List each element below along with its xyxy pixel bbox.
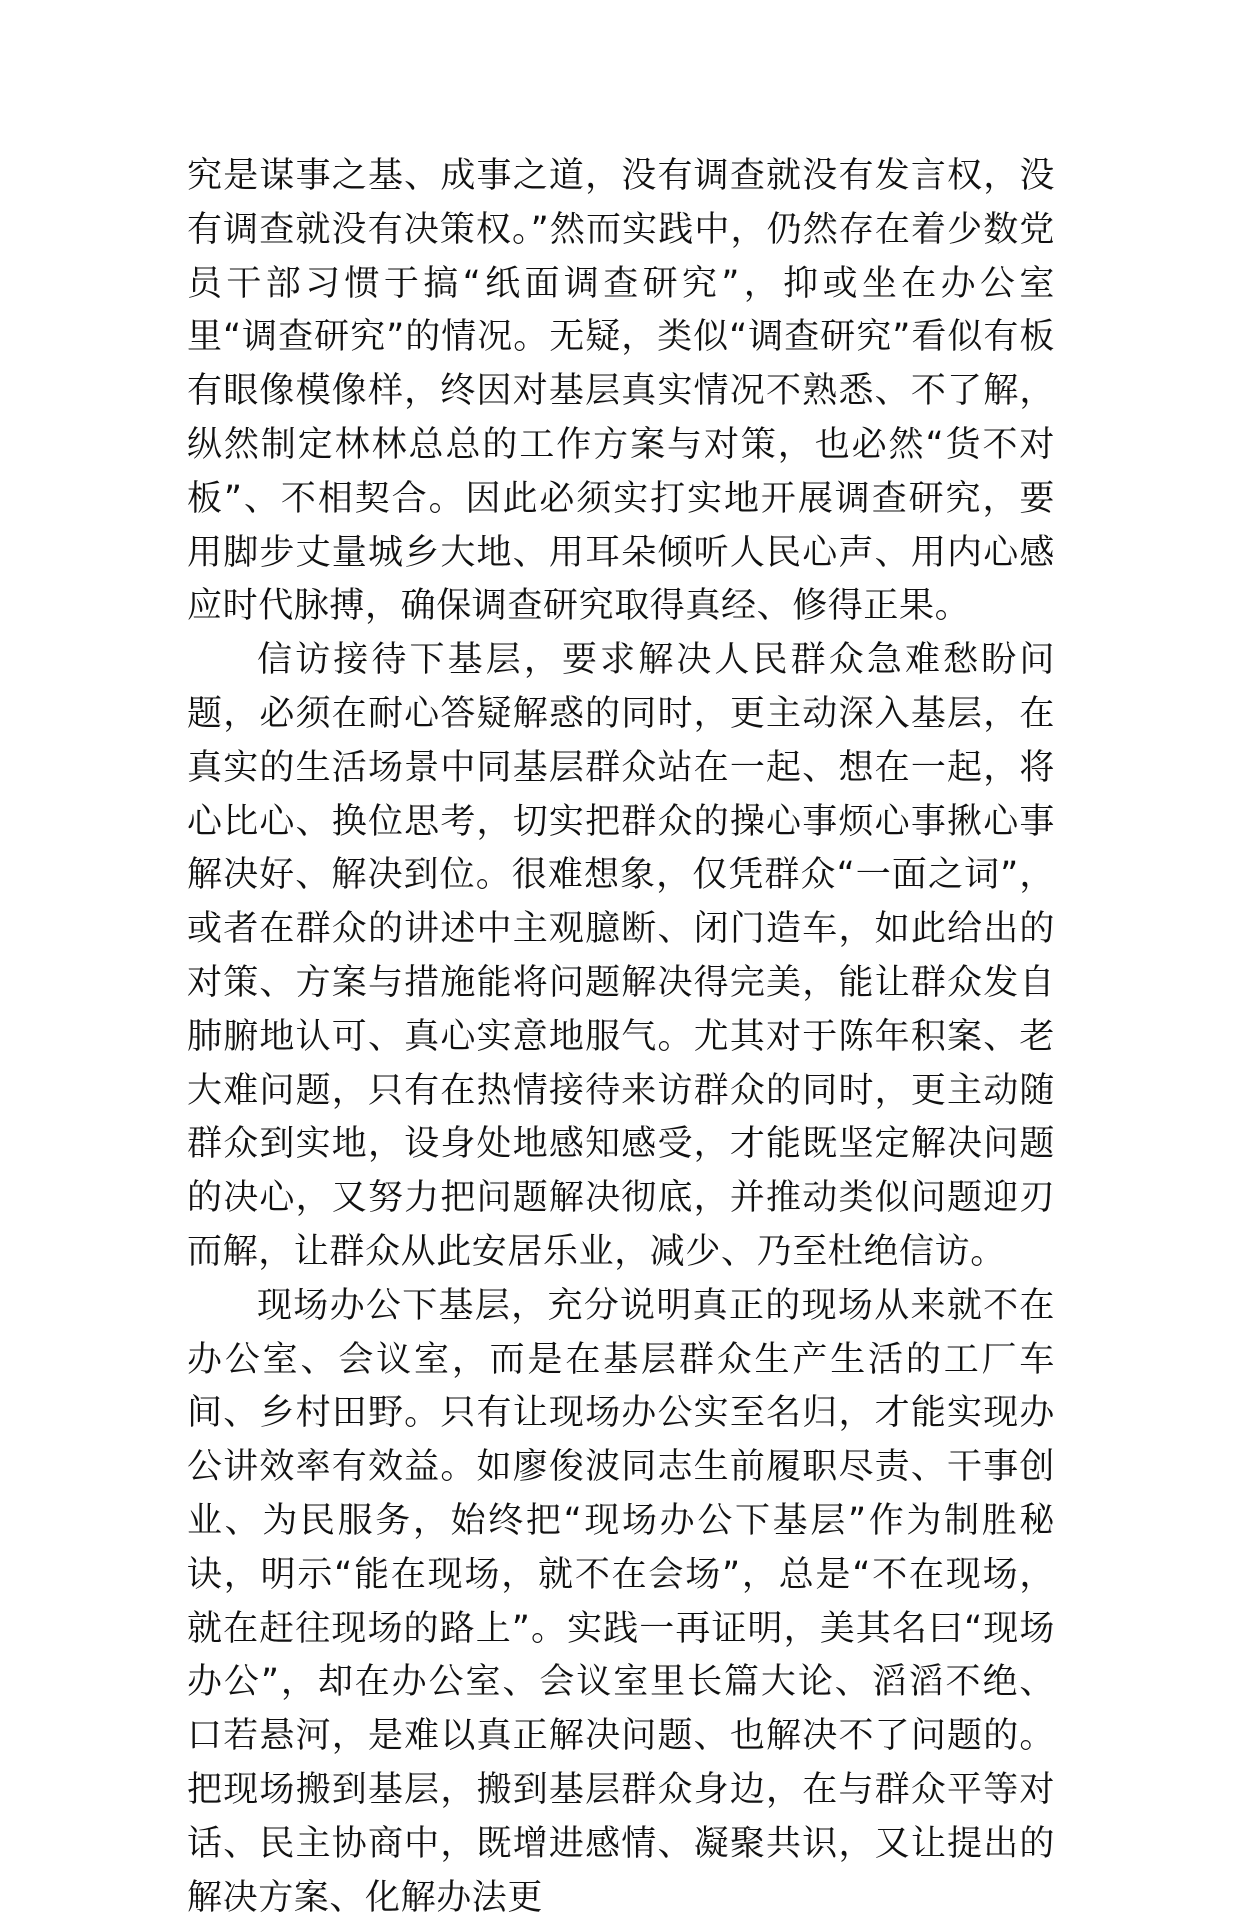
paragraph-1: 究是谋事之基、成事之道，没有调查就没有发言权，没有调查就没有决策权。”然而实践中，仍然存在着少数党员干部习惯于搞“纸面调查研究”，抑或坐在办公室里“调查研究”的情况。无疑，类似“调查研究”看似有板有眼像模像样，终因对基层真实情况不熟悉、不了解，纵然制定林林总总的工作方案与对策，也必然“货不对板”、不相契合。因此必须实打实地开展调查研究，要用脚步丈量城乡大地、用耳朵倾听人民心声、用内心感应时代脉搏，确保调查研究取得真经、修得正果。 [187, 156, 1055, 627]
paragraph-3: 现场办公下基层，充分说明真正的现场从来就不在办公室、会议室，而是在基层群众生产生活的工厂车间、乡村田野。只有让现场办公实至名归，才能实现办公讲效率有效益。如廖俊波同志生前履职尽责、干事创业、为民服务，始终把“现场办公下基层”作为制胜秘诀，明示“能在现场，就不在会场”，总是“不在现场，就在赶往现场的路上”。实践一再证明，美其名曰“现场办公”，却在办公室、会议室里长篇大论、滔滔不绝、口若悬河，是难以真正解决问题、也解决不了问题的。把现场搬到基层，搬到基层群众身边，在与群众平等对话、民主协商中，既增进感情、凝聚共识，又让提出的解决方案、化解办法更 [187, 1285, 1055, 1918]
paragraph-2: 信访接待下基层，要求解决人民群众急难愁盼问题，必须在耐心答疑解惑的同时，更主动深入基层，在真实的生活场景中同基层群众站在一起、想在一起，将心比心、换位思考，切实把群众的操心事烦心事揪心事解决好、解决到位。很难想象，仅凭群众“一面之词”，或者在群众的讲述中主观臆断、闭门造车，如此给出的对策、方案与措施能将问题解决得完美，能让群众发自肺腑地认可、真心实意地服气。尤其对于陈年积案、老大难问题，只有在热情接待来访群众的同时，更主动随群众到实地，设身处地感知感受，才能既坚定解决问题的决心，又努力把问题解决彻底，并推动类似问题迎刃而解，让群众从此安居乐业，减少、乃至杜绝信访。 [187, 640, 1055, 1272]
body-text [187, 150, 1055, 1925]
